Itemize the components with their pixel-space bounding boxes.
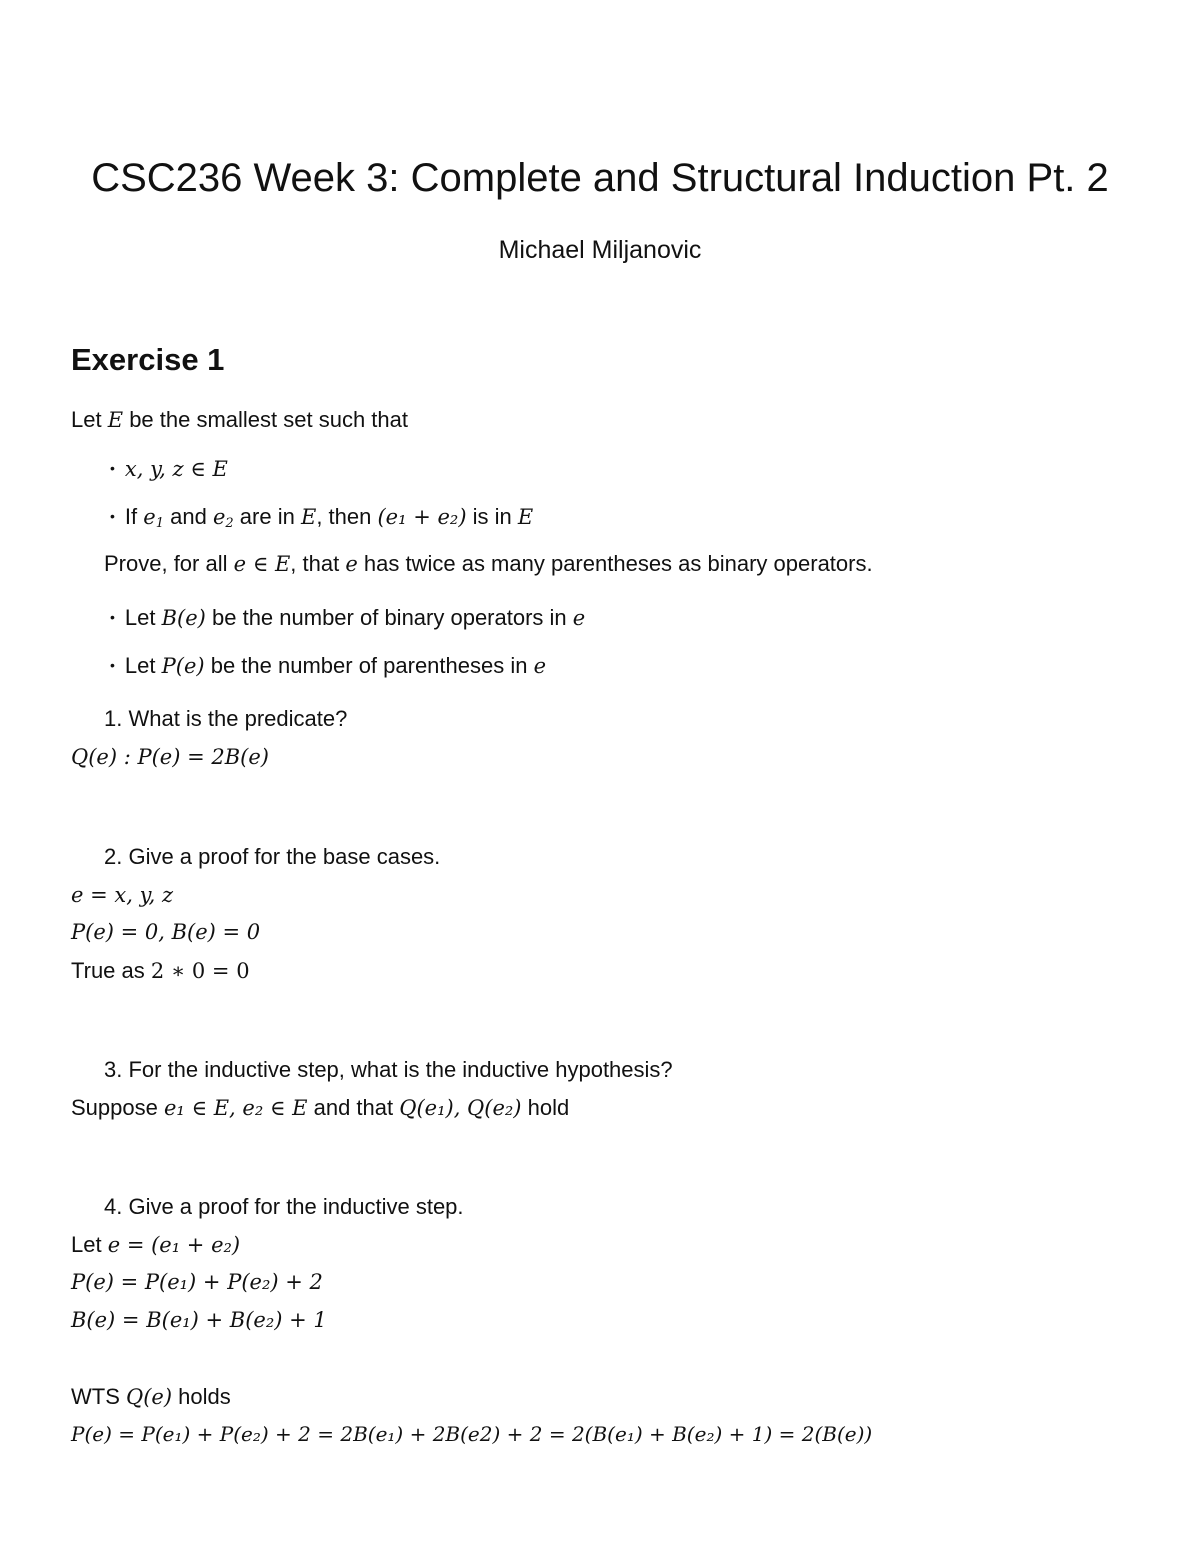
answer-3: Suppose e₁ ∈ E, e₂ ∈ E and that Q(e₁), Q(e₂) hold [71, 1095, 570, 1120]
document-author: Michael Miljanovic [498, 236, 702, 264]
document-title: CSC236 Week 3: Complete and Structural Induction Pt. 2 [91, 156, 1109, 200]
exercise-heading: Exercise 1 [71, 342, 225, 377]
bullet-icon: • [110, 508, 115, 524]
final-equation: P(e) = P(e₁) + P(e₂) + 2 = 2B(e₁) + 2B(e2) + 2 = 2(B(e₁) + B(e₂) + 1) = 2(B(e)) [71, 1422, 873, 1446]
intro-line: Let E be the smallest set such that [71, 407, 409, 432]
definition-bullet-2: • If $e_1$ and $e_2$ are in E, then (e₁ + e₂) is in E [110, 504, 534, 531]
answer-4-line-2: P(e) = P(e₁) + P(e₂) + 2 [71, 1270, 323, 1294]
question-3: 3. For the inductive step, what is the inductive hypothesis? [104, 1057, 673, 1082]
question-2: 2. Give a proof for the base cases. [104, 844, 441, 869]
answer-2-line-3: True as 2 ∗ 0 = 0 [71, 958, 250, 983]
question-4: 4. Give a proof for the inductive step. [104, 1194, 464, 1219]
answer-1: Q(e) : P(e) = 2B(e) [71, 745, 269, 769]
prove-statement: Prove, for all e ∈ E, that e has twice as many parentheses as binary operators. [104, 551, 873, 576]
question-1: 1. What is the predicate? [104, 706, 348, 731]
notation-bullet-b: • Let B(e) be the number of binary operators in e [110, 605, 586, 630]
notation-bullet-p: • Let P(e) be the number of parentheses in e [110, 653, 547, 678]
bullet-icon: • [110, 609, 115, 625]
answer-4-line-3: B(e) = B(e₁) + B(e₂) + 1 [71, 1308, 327, 1332]
answer-2-line-1: e = x, y, z [71, 883, 174, 907]
answer-4-line-1: Let e = (e₁ + e₂) [71, 1232, 241, 1257]
wts-line: WTS Q(e) holds [71, 1384, 231, 1409]
definition-bullet-1: • x, y, z ∈ E [110, 457, 228, 481]
answer-2-line-2: P(e) = 0, B(e) = 0 [71, 920, 261, 944]
bullet-icon: • [110, 657, 115, 673]
bullet-icon: • [110, 460, 115, 476]
